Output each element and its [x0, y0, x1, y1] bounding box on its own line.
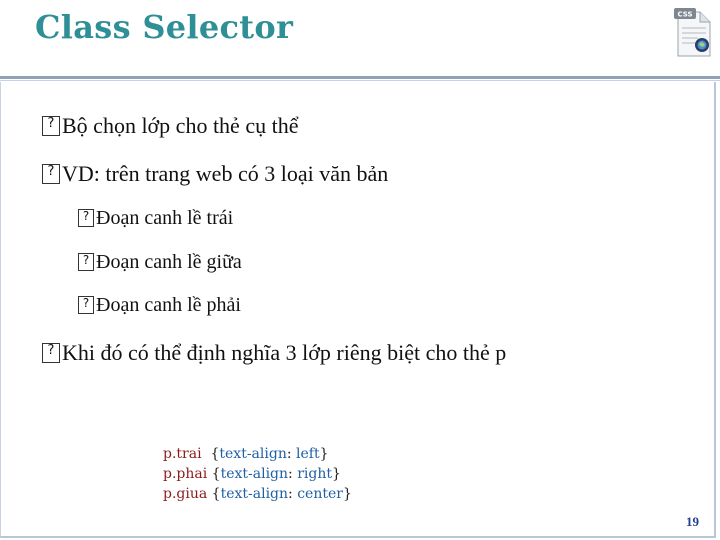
css-selector: p.trai	[163, 446, 202, 462]
css-selector: p.phai	[163, 466, 208, 482]
slide-title: Class Selector	[35, 8, 294, 46]
sub-bullet-item	[78, 294, 241, 317]
css-value: left	[296, 446, 320, 462]
bullet-marker-icon	[78, 209, 94, 227]
bullet-marker-icon	[42, 164, 60, 184]
bullet-marker-icon	[42, 116, 60, 136]
header-divider	[0, 76, 720, 79]
css-property: text-align	[219, 446, 287, 462]
slide-header	[0, 0, 720, 74]
css-selector: p.giua	[163, 486, 208, 502]
bullet-text: Đoạn canh lề phải	[96, 294, 241, 316]
header-divider-thin	[0, 80, 720, 81]
page-number: 19	[686, 514, 699, 529]
css-file-icon	[672, 6, 714, 58]
code-line: p.phai {text-align: right}	[163, 466, 341, 482]
bullet-item	[42, 161, 388, 187]
bullet-item	[42, 113, 298, 139]
bullet-text: Đoạn canh lề trái	[96, 207, 234, 229]
bullet-marker-icon	[42, 343, 60, 363]
bullet-item	[42, 340, 506, 366]
css-value: right	[297, 466, 332, 482]
bullet-text: Đoạn canh lề giữa	[96, 251, 242, 273]
svg-text:CSS: CSS	[677, 10, 693, 19]
sub-bullet-item	[78, 251, 242, 274]
code-line: p.giua {text-align: center}	[163, 486, 352, 502]
bullet-marker-icon	[78, 253, 94, 271]
bullet-text: Bộ chọn lớp cho thẻ cụ thể	[62, 113, 299, 138]
bullet-marker-icon	[78, 296, 94, 314]
css-value: center	[297, 486, 343, 502]
bullet-text: VD: trên trang web có 3 loại văn bản	[62, 161, 389, 186]
bullet-text: Khi đó có thể định nghĩa 3 lớp riêng biệt cho thẻ p	[62, 340, 507, 365]
code-line: p.trai {text-align: left}	[163, 446, 329, 462]
sub-bullet-item	[78, 207, 233, 230]
css-property: text-align	[220, 486, 289, 502]
code-block	[163, 444, 352, 504]
css-property: text-align	[220, 466, 289, 482]
